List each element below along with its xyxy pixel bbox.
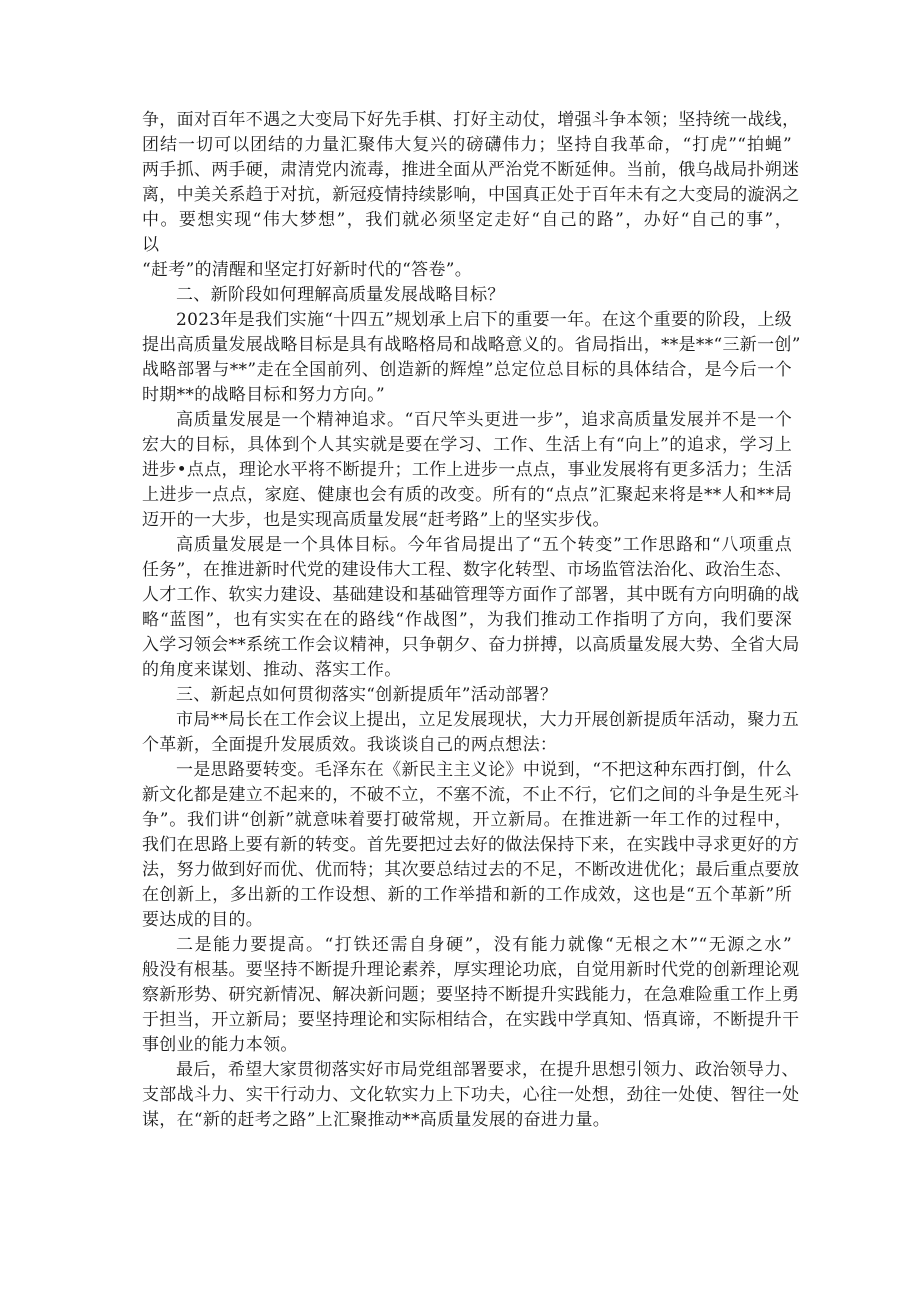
text-line: 任务”，在推进新时代党的建设伟大工程、数字化转型、市场监管法治化、政治生态、: [142, 560, 792, 580]
text-line: 我们在思路上要有新的转变。首先要把过去好的做法保持下来，在实践中寻求更好的方: [142, 835, 800, 855]
heading-section-three: [142, 683, 792, 708]
document-body: [142, 108, 801, 1133]
text-line: 时期**的战略目标和努力方向。”: [142, 385, 385, 405]
text-line: “赶考”的清醒和坚定打好新时代的“答卷”。: [142, 260, 473, 280]
text-line: 团结一切可以团结的力量汇聚伟大复兴的磅礴伟力；坚持自我革命，“打虎”“拍蝇”: [142, 135, 792, 155]
text-line: 两手抓、两手硬，肃清党内流毒，推进全面从严治党不断延伸。当前，俄乌战局扑朔迷: [142, 160, 800, 180]
text-line: 法，努力做到好而优、优而特；其次要总结过去的不足，不断改进优化；最后重点要放: [142, 860, 800, 880]
text-line: 新文化都是建立不起来的，不破不立，不塞不流，不止不行，它们之间的斗争是生死斗: [142, 785, 800, 805]
text-line: 中。要想实现“伟大梦想”，我们就必须坚定走好“自己的路”，办好“自己的事”，: [142, 210, 792, 230]
text-line: 的角度来谋划、推动、落实工作。: [142, 660, 402, 680]
para-city-bureau: [142, 708, 800, 758]
text-line: 2023年是我们实施“十四五”规划承上启下的重要一年。在这个重要的阶段，上级: [176, 310, 793, 330]
text-line: 最后，希望大家贯彻落实好市局党组部署要求，在提升思想引领力、政治领导力、: [176, 1060, 799, 1080]
heading-section-two: [142, 283, 792, 308]
text-line: 个革新，全面提升发展质效。我谈谈自己的两点想法：: [142, 735, 558, 755]
text-line: 要达成的目的。: [142, 910, 264, 930]
para-exam-answer: [142, 258, 792, 283]
para-thinking-change: [142, 758, 800, 933]
text-line: 般没有根基。要坚持不断提升理论素养，厚实理论功底，自觉用新时代党的创新理论观: [142, 960, 800, 980]
text-line: 战略部署与**”走在全国前列、创造新的辉煌”总定位总目标的具体结合，是今后一个: [142, 360, 792, 380]
text-line: 争，面对百年不遇之大变局下好先手棋、打好主动仗，增强斗争本领；坚持统一战线，: [142, 110, 800, 130]
para-conclusion: [142, 1058, 800, 1133]
text-line: 迈开的一大步，也是实现高质量发展“赶考路”上的坚实步伐。: [142, 510, 610, 530]
text-line: 争”。我们讲“创新”就意味着要打破常规，开立新局。在推进新一年工作的过程中，: [142, 810, 792, 830]
text-line: 宏大的目标，具体到个人其实就是要在学习、工作、生活上有“向上”的追求，学习上: [142, 435, 792, 455]
text-line: 支部战斗力、实干行动力、文化软实力上下功夫，心往一处想，劲往一处使、智往一处: [142, 1085, 800, 1105]
text-line: 于担当，开立新局；要坚持理论和实际相结合，在实践中学真知、悟真谛，不断提升干: [142, 1010, 800, 1030]
text-line: 离，中美关系趋于对抗，新冠疫情持续影响，中国真正处于百年未有之大变局的漩涡之: [142, 185, 800, 205]
para-struggle-continued: [142, 108, 800, 258]
text-line: 二是能力要提高。“打铁还需自身硬”，没有能力就像“无根之木”“无源之水”: [176, 935, 792, 955]
text-line: 察新形势、研究新情况、解决新问题；要坚持不断提升实践能力，在急难险重工作上勇: [142, 985, 800, 1005]
text-line: 三、新起点如何贯彻落实“创新提质年”活动部署？: [176, 685, 558, 705]
text-line: 略“蓝图”，也有实实在在的路线“作战图”，为我们推动工作指明了方向，我们要深: [142, 610, 792, 630]
text-line: 入学习领会**系统工作会议精神，只争朝夕、奋力拼搏，以高质量发展大势、全省大局: [142, 635, 800, 655]
text-line: 进步•点点，理论水平将不断提升；工作上进步一点点，事业发展将有更多活力；生活: [142, 460, 793, 480]
para-2023-year: [142, 308, 801, 408]
para-spiritual-pursuit: [142, 408, 792, 533]
text-line: 事创业的能力本领。: [142, 1035, 298, 1055]
text-line: 在创新上，多出新的工作设想、新的工作举措和新的工作成效，这也是“五个革新”所: [142, 885, 792, 905]
text-line: 人才工作、软实力建设、基础建设和基础管理等方面作了部署，其中既有方向明确的战: [142, 585, 800, 605]
text-line: 一是思路要转变。毛泽东在《新民主主义论》中说到，“不把这种东西打倒，什么: [176, 760, 792, 780]
text-line: 市局**局长在工作会议上提出，立足发展现状，大力开展创新提质年活动，聚力五: [176, 710, 800, 730]
text-line: 高质量发展是一个精神追求。“百尺竿头更进一步”，追求高质量发展并不是一个: [176, 410, 792, 430]
text-line: 以: [142, 235, 160, 255]
para-concrete-goal: [142, 533, 800, 683]
para-ability-improve: [142, 933, 800, 1058]
text-line: 高质量发展是一个具体目标。今年省局提出了“五个转变”工作思路和“八项重点: [176, 535, 792, 555]
text-line: 提出高质量发展战略目标是具有战略格局和战略意义的。省局指出，**是**“三新一创”: [142, 335, 801, 355]
text-line: 二、新阶段如何理解高质量发展战略目标？: [176, 285, 505, 305]
text-line: 谋，在“新的赶考之路”上汇聚推动**高质量发展的奋进力量。: [142, 1110, 611, 1130]
text-line: 上进步一点点，家庭、健康也会有质的改变。所有的“点点”汇聚起来将是**人和**局: [142, 485, 792, 505]
